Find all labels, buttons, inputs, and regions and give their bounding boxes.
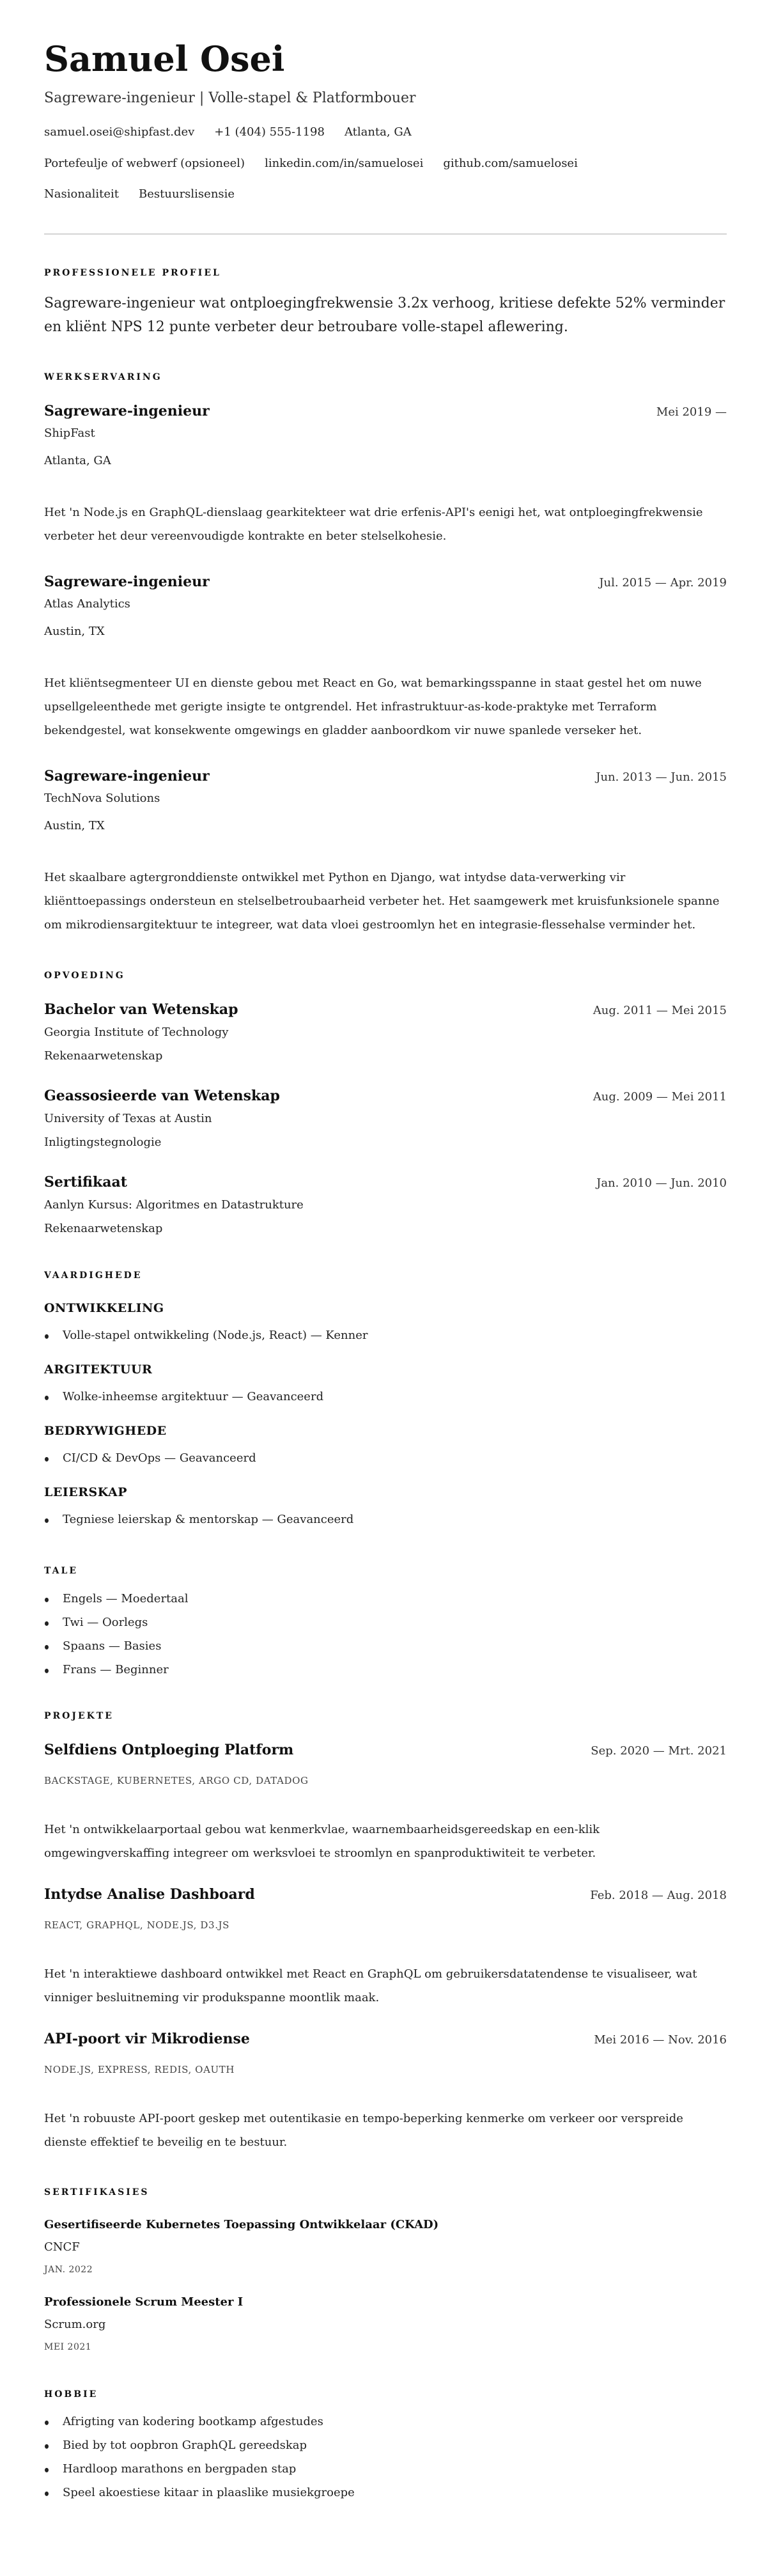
company-name: Atlas Analytics <box>44 597 130 611</box>
experience-entry <box>44 572 727 742</box>
profile-summary: Sagreware-ingenieur wat ontploegingfrekwensie 3.2x verhoog, kritiese defekte 52% verminder en kliënt NPS 12 punte verbeter deur betroubare volle-stapel aflewering. <box>44 295 725 335</box>
job-title: Sagreware-ingenieur <box>44 574 210 590</box>
education-dates: Jan. 2010 — Jun. 2010 <box>596 1176 727 1190</box>
profile-section <box>44 267 727 339</box>
hobby-item: Afrigting van kodering bootkamp afgestudes <box>44 2410 727 2433</box>
education-section <box>44 969 727 1238</box>
skill-category: BEDRYWIGHEDE <box>44 1424 167 1438</box>
section-heading: VAARDIGHEDE <box>44 1270 143 1281</box>
section-heading: PROJEKTE <box>44 1711 114 1721</box>
degree-title: Sertifikaat <box>44 1174 127 1190</box>
degree-title: Bachelor van Wetenskap <box>44 1001 238 1018</box>
section-heading: TALE <box>44 1566 79 1576</box>
skill-category: LEIERSKAP <box>44 1485 127 1499</box>
hobbies-section <box>44 2388 727 2504</box>
job-location: Atlanta, GA <box>44 454 111 467</box>
company-name: ShipFast <box>44 426 95 440</box>
project-title: Intydse Analise Dashboard <box>44 1886 255 1903</box>
education-entry <box>44 1173 727 1238</box>
job-dates: Mei 2019 — <box>656 405 727 419</box>
skill-item: Wolke-inheemse argitektuur — Geavanceerd <box>44 1388 727 1406</box>
skill-item: CI/CD & DevOps — Geavanceerd <box>44 1449 727 1467</box>
certification-date: MEI 2021 <box>44 2342 92 2352</box>
resume-page <box>44 0 727 2540</box>
certification-name: Gesertifiseerde Kubernetes Toepassing Ontwikkelaar (CKAD) <box>44 2218 439 2231</box>
education-entry <box>44 1000 727 1065</box>
job-location: Austin, TX <box>44 625 105 638</box>
certification-entry <box>44 2294 727 2354</box>
project-dates: Feb. 2018 — Aug. 2018 <box>590 1889 727 1902</box>
hobby-item: Bied by tot oopbron GraphQL gereedskap <box>44 2433 727 2457</box>
linkedin-link[interactable]: linkedin.com/in/samuelosei <box>265 157 424 170</box>
hobby-list <box>44 2410 727 2504</box>
hobby-item: Hardloop marathons en bergpaden stap <box>44 2457 727 2481</box>
language-item: Frans — Beginner <box>44 1658 727 1682</box>
project-tech-stack: NODE.JS, EXPRESS, REDIS, OAUTH <box>44 2064 235 2075</box>
section-heading: HOBBIE <box>44 2389 98 2400</box>
job-title: Sagreware-ingenieur <box>44 403 210 419</box>
languages-section <box>44 1565 727 1682</box>
contact-row <box>44 123 727 141</box>
section-heading: OPVOEDING <box>44 971 125 981</box>
company-name: TechNova Solutions <box>44 792 160 805</box>
job-title: Sagreware-ingenieur <box>44 768 210 785</box>
school-name: Aanlyn Kursus: Algoritmes en Datastrukture <box>44 1198 304 1212</box>
project-description: Het 'n interaktiewe dashboard ontwikkel met React en GraphQL om gebruikersdatatendense te visualiseer, wat vinniger besluitneming vir produkspanne moontlik maak. <box>44 1967 697 2004</box>
project-tech-stack: REACT, GRAPHQL, NODE.JS, D3.JS <box>44 1919 230 1931</box>
field-of-study: Inligtingstegnologie <box>44 1136 162 1149</box>
section-heading: PROFESSIONELE PROFIEL <box>44 268 221 278</box>
certification-name: Professionele Scrum Meester I <box>44 2295 244 2309</box>
experience-section <box>44 371 727 937</box>
section-heading: SERTIFIKASIES <box>44 2187 150 2197</box>
project-title: API-poort vir Mikrodiense <box>44 2031 250 2047</box>
location: Atlanta, GA <box>344 125 412 139</box>
portfolio-link[interactable]: Portefeulje of webwerf (opsioneel) <box>44 157 245 170</box>
language-item: Spaans — Basies <box>44 1634 727 1658</box>
language-list <box>44 1587 727 1682</box>
skill-list <box>44 1327 727 1345</box>
experience-entry <box>44 767 727 937</box>
job-description: Het 'n Node.js en GraphQL-dienslaag gearkitekteer wat drie erfenis-API's eenigi het, wat ontploegingfrekwensie verbeter het deur vereenvoudigde kontrakte en beter stelselkohesie. <box>44 506 703 543</box>
field-of-study: Rekenaarwetenskap <box>44 1049 163 1063</box>
education-dates: Aug. 2009 — Mei 2011 <box>593 1090 727 1104</box>
project-description: Het 'n ontwikkelaarportaal gebou wat kenmerkvlae, waarnembaarheidsgereedskap en een-klik omgewingverskaffing integreer om werksvloei te stroomlyn en spanproduktiwiteit te verbeter. <box>44 1823 600 1860</box>
language-item: Twi — Oorlegs <box>44 1611 727 1634</box>
project-tech-stack: BACKSTAGE, KUBERNETES, ARGO CD, DATADOG <box>44 1775 309 1786</box>
project-entry <box>44 1740 727 1865</box>
skill-list <box>44 1449 727 1467</box>
header-divider <box>44 233 727 235</box>
job-description: Het skaalbare agtergronddienste ontwikkel met Python en Django, wat intydse data-verwerking vir kliënttoepassings ondersteun en stelselbetroubaarheid verbeter het. Het saamgewerk met kruisfunksionele spanne om mikrodiensargitektuur te integreer, wat data vloei gestroomlyn het en integrasie-flessehalse verminder het. <box>44 871 720 932</box>
section-heading: WERKSERVARING <box>44 372 162 382</box>
school-name: Georgia Institute of Technology <box>44 1026 229 1039</box>
drivers-license: Bestuurslisensie <box>139 187 235 201</box>
skill-item: Volle-stapel ontwikkeling (Node.js, React) — Kenner <box>44 1327 727 1345</box>
candidate-headline: Sagreware-ingenieur | Volle-stapel & Platformbouer <box>44 90 416 106</box>
skill-list <box>44 1511 727 1529</box>
skill-list <box>44 1388 727 1406</box>
skills-section <box>44 1269 727 1529</box>
certification-date: JAN. 2022 <box>44 2265 93 2275</box>
certification-entry <box>44 2217 727 2276</box>
hobby-item: Speel akoestiese kitaar in plaaslike musiekgroepe <box>44 2481 727 2504</box>
project-description: Het 'n robuuste API-poort geskep met outentikasie en tempo-beperking kenmerke om verkeer oor verspreide dienste effektief te beveilig en te bestuur. <box>44 2112 683 2149</box>
project-dates: Mei 2016 — Nov. 2016 <box>594 2033 727 2047</box>
certification-issuer: CNCF <box>44 2240 80 2254</box>
extra-info-row <box>44 185 727 203</box>
degree-title: Geassosieerde van Wetenskap <box>44 1088 280 1104</box>
phone-number[interactable]: +1 (404) 555-1198 <box>214 125 325 139</box>
experience-entry <box>44 402 727 548</box>
certifications-section <box>44 2186 727 2354</box>
links-row <box>44 155 727 173</box>
education-dates: Aug. 2011 — Mei 2015 <box>593 1004 727 1017</box>
language-item: Engels — Moedertaal <box>44 1587 727 1611</box>
nationality: Nasionaliteit <box>44 187 120 201</box>
skill-category: ARGITEKTUUR <box>44 1362 153 1377</box>
email-link[interactable]: samuel.osei@shipfast.dev <box>44 125 195 139</box>
skill-item: Tegniese leierskap & mentorskap — Geavanceerd <box>44 1511 727 1529</box>
certification-issuer: Scrum.org <box>44 2318 106 2331</box>
project-dates: Sep. 2020 — Mrt. 2021 <box>591 1744 727 1758</box>
skill-category: ONTWIKKELING <box>44 1301 164 1315</box>
candidate-name: Samuel Osei <box>44 38 285 79</box>
project-entry <box>44 1885 727 2010</box>
education-entry <box>44 1086 727 1151</box>
github-link[interactable]: github.com/samuelosei <box>443 157 578 170</box>
job-description: Het kliëntsegmenteer UI en dienste gebou met React en Go, wat bemarkingsspanne in staat gestel het om nuwe upsellgeleenthede met gerigte insigte te ontgrendel. Het infrastruktuur-as-kode-praktyke met Terraform bekendgestel, wat konsekwente omgewings en gladder aanboordkom vir nuwe spanlede verseker het. <box>44 676 702 737</box>
project-title: Selfdiens Ontploeging Platform <box>44 1742 294 1758</box>
job-dates: Jul. 2015 — Apr. 2019 <box>599 576 727 589</box>
job-dates: Jun. 2013 — Jun. 2015 <box>596 770 727 784</box>
job-location: Austin, TX <box>44 819 105 832</box>
field-of-study: Rekenaarwetenskap <box>44 1222 163 1235</box>
project-entry <box>44 2029 727 2154</box>
resume-header <box>44 38 727 203</box>
school-name: University of Texas at Austin <box>44 1112 212 1125</box>
projects-section <box>44 1710 727 2154</box>
